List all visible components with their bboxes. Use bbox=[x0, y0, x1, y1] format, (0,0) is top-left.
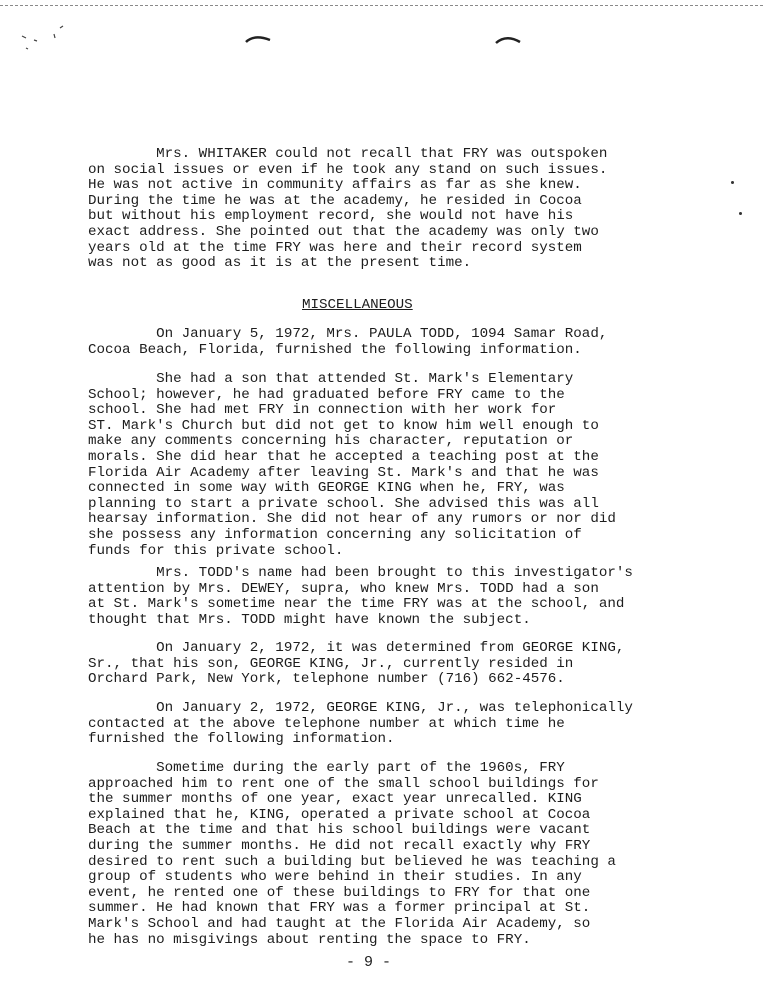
section-heading: MISCELLANEOUS bbox=[302, 297, 413, 313]
top-border-line bbox=[0, 5, 763, 6]
paragraph-todd-referral: Mrs. TODD's name had been brought to this investigator's attention by Mrs. DEWEY, supra, who knew Mrs. TODD had a son at St. Mark's sometime near the time FRY was at the school, and thought that Mrs. TODD might have known the subject. bbox=[88, 565, 633, 628]
scan-speck bbox=[739, 212, 742, 215]
paragraph-todd-intro: On January 5, 1972, Mrs. PAULA TODD, 1094 Samar Road, Cocoa Beach, Florida, furnished the following information. bbox=[88, 326, 608, 358]
paragraph-king-jr-statement: Sometime during the early part of the 1960s, FRY approached him to rent one of the small school buildings for the summer months of one year, exact year unrecalled. KING explained that he, KING, operated a private school at Cocoa Beach at the time and that his school buildings were vacant during the summer months. He did not recall exactly why FRY desired to rent such a building but believed he was teaching a group of students who were behind in their studies. In any event, he rented one of these buildings to FRY for that one summer. He had known that FRY was a former principal at St. Mark's School and had taught at the Florida Air Academy, so he has no misgivings about renting the space to FRY. bbox=[88, 760, 616, 948]
scan-speckle-marks bbox=[14, 22, 74, 52]
page-number: - 9 - bbox=[346, 954, 392, 971]
paragraph-king-sr: On January 2, 1972, it was determined from GEORGE KING, Sr., that his son, GEORGE KING, Jr., currently resided in Orchard Park, New York, telephone number (716) 662-4576. bbox=[88, 640, 625, 688]
staple-mark-left bbox=[244, 32, 274, 46]
staple-mark-right bbox=[494, 33, 524, 47]
scan-speck bbox=[731, 181, 734, 184]
paragraph-whitaker: Mrs. WHITAKER could not recall that FRY was outspoken on social issues or even if he took any stand on such issues. He was not active in community affairs as far as she knew. During the time he was at the academy, he resided in Cocoa but without his employment record, she would not have his exact address. She pointed out that the academy was only two years old at the time FRY was here and their record system was not as good as it is at the present time. bbox=[88, 146, 608, 272]
paragraph-king-jr-contact: On January 2, 1972, GEORGE KING, Jr., was telephonically contacted at the above telephone number at which time he furnished the following information. bbox=[88, 700, 633, 748]
paragraph-todd-statement: She had a son that attended St. Mark's Elementary School; however, he had graduated before FRY came to the school. She had met FRY in connection with her work for ST. Mark's Church but did not get to know him well enough to make any comments concerning his character, reputation or morals. She did hear that he accepted a teaching post at the Florida Air Academy after leaving St. Mark's and that he was connected in some way with GEORGE KING when he, FRY, was planning to start a private school. She advised this was all hearsay information. She did not hear of any rumors or nor did she possess any information concerning any solicitation of funds for this private school. bbox=[88, 371, 616, 559]
